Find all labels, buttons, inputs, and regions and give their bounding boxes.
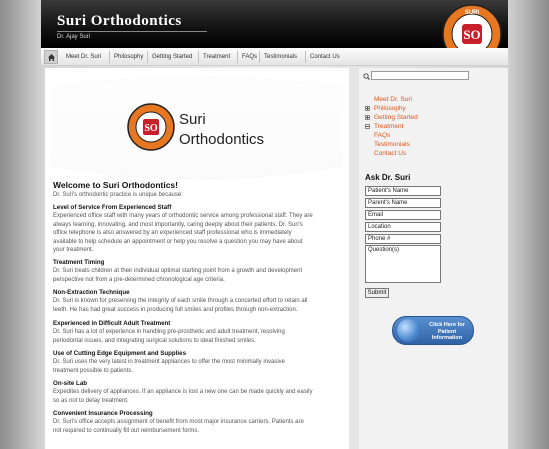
banner-line2: Orthodontics xyxy=(179,131,265,148)
section-title-timing: Treatment Timing xyxy=(53,259,105,266)
search-input[interactable] xyxy=(371,71,469,80)
nav-contact-us[interactable]: Contact Us xyxy=(310,54,340,60)
sidebar-link-faqs[interactable]: FAQs xyxy=(374,132,391,139)
ask-dr-suri-heading: Ask Dr. Suri xyxy=(365,173,411,182)
banner-line1: Suri xyxy=(179,111,206,128)
body-line: not required to continually fill out reimbursement forms. xyxy=(53,427,200,434)
body-line: always learning, innovating, and most importantly, caring deeply about their patients. Dr. Suri's xyxy=(53,221,303,228)
body-line: Experienced office staff with many years of orthodontic service among professional staff. They are xyxy=(53,213,313,219)
page-wrapper xyxy=(41,0,508,449)
body-line: periodontal issues, and integrating surgical solutions to ideal finished smiles. xyxy=(53,337,256,344)
nav-separator xyxy=(198,51,199,63)
section-body-non-extraction xyxy=(53,297,343,314)
home-button[interactable] xyxy=(44,50,58,64)
section-title-insurance: Convenient Insurance Processing xyxy=(53,410,153,417)
logo-text-top: SURI xyxy=(464,10,480,16)
sidebar-link-meet-dr-suri[interactable]: Meet Dr. Suri xyxy=(374,96,412,103)
patient-information-label: Click Here for Patient Information xyxy=(429,322,465,341)
section-title-non-extraction: Non-Extraction Technique xyxy=(53,289,130,296)
patient-name-field[interactable]: Patient's Name xyxy=(365,186,441,196)
sidebar-link-treatment[interactable]: Treatment xyxy=(374,123,404,130)
nav-separator xyxy=(237,51,238,63)
body-line: your treatment. xyxy=(53,247,94,254)
nav-separator xyxy=(109,51,110,63)
collapse-treatment-icon[interactable] xyxy=(365,124,370,129)
sidebar-link-getting-started[interactable]: Getting Started xyxy=(374,114,418,121)
logo-monogram: SO xyxy=(463,27,481,42)
main-content xyxy=(45,68,349,449)
sidebar-link-testimonials[interactable]: Testimonials xyxy=(374,141,410,148)
patient-information-button[interactable] xyxy=(392,316,474,345)
body-line: treatment possible to patients. xyxy=(53,367,134,374)
section-body-staff xyxy=(53,212,343,255)
site-header xyxy=(41,0,508,48)
section-body-adult xyxy=(53,328,343,345)
body-line: Dr. Suri is known for preserving the integrity of each smile through a concerted effort to retain all xyxy=(53,298,308,304)
body-line: office telephone is also answered by an experienced staff professional who is immediately xyxy=(53,230,292,237)
email-field[interactable]: Email xyxy=(365,210,441,220)
site-title[interactable]: Suri Orthodontics xyxy=(57,13,182,29)
body-line: Dr. Suri has a lot of experience in handling pre-prosthetic and adult treatment, resolving xyxy=(53,329,285,335)
body-line: available to help schedule an appointment or help you resolve a question you may have about xyxy=(53,238,303,245)
expand-philosophy-icon[interactable] xyxy=(365,106,370,111)
intro-text: Dr. Suri's orthodontic practice is unique because: xyxy=(53,192,183,198)
nav-meet-dr-suri[interactable]: Meet Dr. Suri xyxy=(66,54,102,60)
section-title-lab: On-site Lab xyxy=(53,380,88,387)
section-title-staff: Level of Service From Experienced Staff xyxy=(53,204,172,211)
nav-treatment[interactable]: Treatment xyxy=(203,54,231,60)
body-line: Dr. Suri's office accepts assignment of benefit from most major insurance carriers. Patients are xyxy=(53,419,304,425)
banner-monogram: SO xyxy=(144,123,158,134)
nav-philosophy[interactable]: Philosophy xyxy=(114,54,144,60)
sidebar-link-contact-us[interactable]: Contact Us xyxy=(374,150,407,157)
submit-button[interactable]: Submit xyxy=(365,288,389,298)
body-line: so as not to delay treatment. xyxy=(53,397,129,404)
body-line: Dr. Suri uses the very latest in treatment appliances to offer the most minimally invasive xyxy=(53,359,285,365)
nav-separator xyxy=(305,51,306,63)
nav-separator xyxy=(259,51,260,63)
section-body-lab xyxy=(53,388,343,405)
body-line: Expedites delivery of appliances. If an appliance is lost a new one can be made quickly and easily xyxy=(53,389,313,395)
welcome-heading: Welcome to Suri Orthodontics! xyxy=(53,180,178,190)
section-body-equipment xyxy=(53,358,343,375)
section-title-adult: Experienced in Difficult Adult Treatment xyxy=(53,320,171,327)
phone-field[interactable]: Phone # xyxy=(365,234,441,244)
sidebar-link-philosophy[interactable]: Philosophy xyxy=(374,105,406,112)
nav-testimonials[interactable]: Testimonials xyxy=(264,54,298,60)
location-field[interactable]: Location xyxy=(365,222,441,232)
expand-getting-started-icon[interactable] xyxy=(365,115,370,120)
banner-image xyxy=(51,74,343,180)
site-subtitle: Dr. Ajay Suri xyxy=(57,34,91,40)
nav-faqs[interactable]: FAQs xyxy=(242,54,258,60)
home-icon xyxy=(47,53,56,62)
nav-separator xyxy=(147,51,148,63)
section-body-timing xyxy=(53,267,343,284)
main-nav xyxy=(41,48,508,66)
sidebar xyxy=(359,68,508,449)
nav-getting-started[interactable]: Getting Started xyxy=(152,54,193,60)
body-line: perspective not from a pre-determined chronological age criteria. xyxy=(53,276,225,283)
questions-textarea[interactable]: Question(s) xyxy=(365,245,441,283)
parent-name-field[interactable]: Parent's Name xyxy=(365,198,441,208)
title-divider xyxy=(57,31,207,32)
search-icon[interactable] xyxy=(363,73,370,80)
body-line: Dr. Suri treats children at their individual optimal starting point from a growth and development xyxy=(53,268,303,274)
section-title-equipment: Use of Cutting Edge Equipment and Supplies xyxy=(53,350,187,357)
globe-icon xyxy=(397,319,420,342)
body-line: teeth. He has had great success in producing full smiles and profiles through non-extraction. xyxy=(53,306,298,313)
section-body-insurance xyxy=(53,418,343,435)
